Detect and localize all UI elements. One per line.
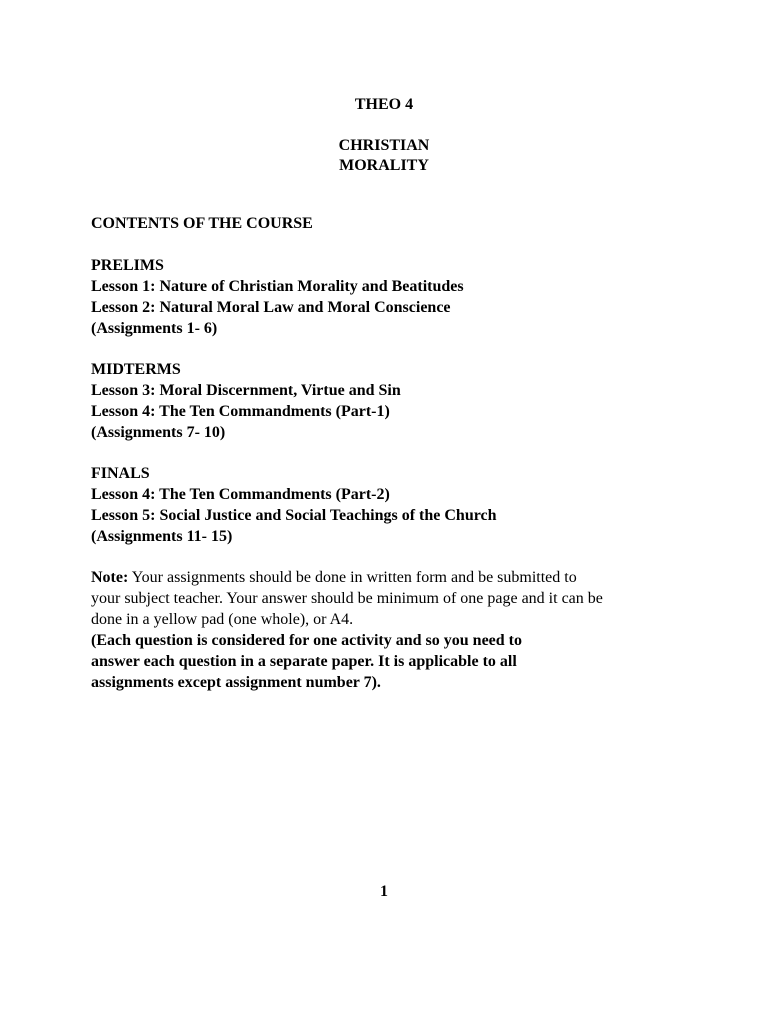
lesson-line: Lesson 5: Social Justice and Social Teachings of the Church: [91, 507, 497, 524]
section-title: PRELIMS: [91, 257, 164, 274]
note-line-1: [91, 567, 691, 588]
lesson-line: Lesson 3: Moral Discernment, Virtue and Sin: [91, 382, 401, 399]
note-line-2: your subject teacher. Your answer should be minimum of one page and it can be: [91, 590, 603, 607]
page-number: 1: [380, 883, 388, 900]
lesson-line: Lesson 4: The Ten Commandments (Part-2): [91, 486, 390, 503]
lesson-line: Lesson 1: Nature of Christian Morality and Beatitudes: [91, 278, 464, 295]
lesson-line: Lesson 4: The Ten Commandments (Part-1): [91, 403, 390, 420]
assignments-line: (Assignments 1- 6): [91, 320, 218, 337]
section-title: FINALS: [91, 465, 150, 482]
course-title-line-1: CHRISTIAN: [338, 137, 430, 154]
section-title: MIDTERMS: [91, 361, 181, 378]
lesson-line: Lesson 2: Natural Moral Law and Moral Conscience: [91, 299, 451, 316]
section-prelims: [91, 255, 691, 339]
note-bold-line-3: assignments except assignment number 7).: [91, 674, 381, 691]
course-code: THEO 4: [354, 96, 414, 113]
note-paragraph: [91, 567, 691, 693]
note-bold-line-2: answer each question in a separate paper. It is applicable to all: [91, 653, 517, 670]
section-midterms: [91, 359, 691, 443]
course-title-line-2: MORALITY: [339, 157, 429, 174]
note-bold-line-1: (Each question is considered for one activity and so you need to: [91, 632, 522, 649]
note-label: Note:: [91, 569, 129, 586]
assignments-line: (Assignments 7- 10): [91, 424, 226, 441]
course-title: [0, 136, 768, 176]
note-text: Your assignments should be done in written form and be submitted to: [128, 569, 577, 586]
assignments-line: (Assignments 11- 15): [91, 528, 233, 545]
note-line-3: done in a yellow pad (one whole), or A4.: [91, 611, 354, 628]
contents-heading: CONTENTS OF THE COURSE: [91, 215, 313, 232]
section-finals: [91, 463, 691, 547]
